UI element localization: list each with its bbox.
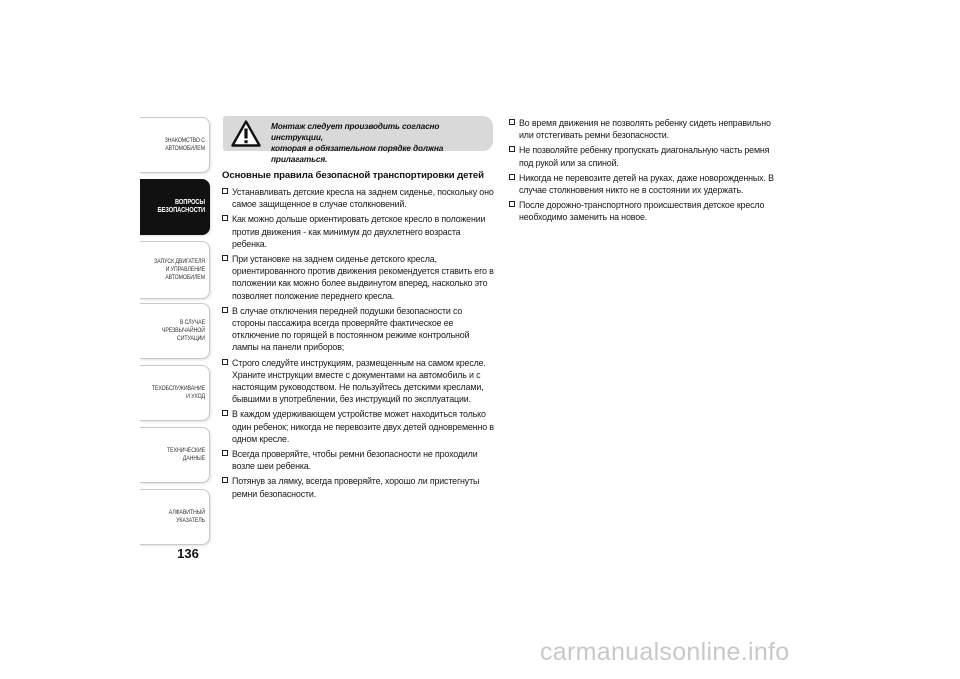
list-item-text: Как можно дольше ориентировать детское кресло в положении против движения - как минимум до двухлетнего возраста ребенка. — [232, 214, 486, 249]
list-item — [509, 172, 784, 196]
checkbox-bullet-icon — [222, 450, 228, 456]
checkbox-bullet-icon — [509, 174, 515, 180]
list-item-text: Устанавливать детские кресла на заднем сиденье, поскольку оно самое защищенное в случае столкновений. — [232, 187, 494, 210]
list-item — [222, 475, 497, 499]
list-item-text: Никогда не перевозите детей на руках, даже новорожденных. В случае столкновения никто не в состоянии их удержать. — [519, 172, 774, 196]
checkbox-bullet-icon — [222, 307, 228, 313]
list-item — [222, 408, 497, 445]
checkbox-bullet-icon — [222, 477, 228, 483]
list-item — [509, 117, 784, 141]
tab-intro[interactable] — [140, 117, 210, 173]
left-column — [222, 170, 497, 503]
checkbox-bullet-icon — [222, 188, 228, 194]
tab-label: ТЕХНИЧЕСКИЕ ДАННЫЕ — [167, 447, 205, 462]
warning-box — [223, 116, 493, 164]
list-item — [222, 253, 497, 302]
list-item — [222, 186, 497, 210]
list-item-text: В каждом удерживающем устройстве может находиться только один ребенок; никогда не перевозите двух детей одновременно в одном кресле. — [232, 409, 494, 444]
tab-label: ВОПРОСЫ БЕЗОПАСНОСТИ — [157, 199, 205, 214]
checkbox-bullet-icon — [222, 359, 228, 365]
list-item-text: Во время движения не позволять ребенку сидеть неправильно или отстегивать ремни безопасности. — [519, 118, 771, 141]
tab-safety[interactable] — [140, 179, 210, 235]
list-item — [222, 213, 497, 250]
page-number: 136 — [177, 546, 199, 561]
list-item-text: Не позволяйте ребенку пропускать диагональную часть ремня под рукой или за спиной. — [519, 145, 770, 168]
checkbox-bullet-icon — [509, 119, 515, 125]
tab-maintenance[interactable] — [140, 365, 210, 421]
checkbox-bullet-icon — [222, 215, 228, 221]
tab-label: ЗНАКОМСТВО С АВТОМОБИЛЕМ — [164, 137, 205, 152]
checkbox-bullet-icon — [222, 255, 228, 261]
list-item-text: Всегда проверяйте, чтобы ремни безопасности не проходили возле шеи ребенка. — [232, 449, 478, 472]
warning-triangle-icon — [231, 120, 261, 147]
warning-line: Монтаж следует производить согласно инструкции, — [271, 121, 440, 142]
list-item — [222, 305, 497, 354]
list-item — [222, 357, 497, 406]
list-item — [509, 199, 784, 223]
tab-label: ЗАПУСК ДВИГАТЕЛЯ И УПРАВЛЕНИЕ АВТОМОБИЛЕМ — [154, 258, 205, 281]
checkbox-bullet-icon — [509, 146, 515, 152]
tab-label: АЛФАВИТНЫЙ УКАЗАТЕЛЬ — [168, 509, 205, 524]
list-item-text: Строго следуйте инструкциям, размещенным на самом кресле. Храните инструкции вместе с документами на автомобиль и с настоящим руководством. Не пользуйтесь детскими креслами, бывшими в употреблении, без инструкций по эксплуатации. — [232, 357, 486, 405]
list-item — [222, 448, 497, 472]
checkbox-bullet-icon — [509, 201, 515, 207]
list-item-text: Потянув за лямку, всегда проверяйте, хорошо ли пристегнуты ремни безопасности. — [232, 476, 480, 499]
list-item-text: В случае отключения передней подушки безопасности со стороны пассажира всегда проверяйте фактическое ее отключение по горящей в постоянном режиме контрольной лампы на панели приборов; — [232, 305, 470, 353]
warning-text — [271, 121, 486, 165]
safety-rules-list — [222, 186, 497, 500]
safety-rules-list-continued — [509, 117, 784, 224]
tab-emergency[interactable] — [140, 303, 210, 359]
list-item — [509, 144, 784, 168]
tab-starting-driving[interactable] — [140, 241, 210, 299]
list-item-text: При установке на заднем сиденье детского кресла, ориентированного против движения рекомендуется ставить его в положении как можно более выдвинутом вперед, насколько это позволяет положение переднего кресла. — [232, 254, 494, 301]
watermark: carmanualsonline.info — [540, 638, 790, 666]
checkbox-bullet-icon — [222, 410, 228, 416]
tab-label: ТЕХОБСЛУЖИВАНИЕ И УХОД — [151, 385, 205, 400]
section-title: Основные правила безопасной транспортировки детей — [222, 170, 484, 181]
tab-technical-data[interactable] — [140, 427, 210, 483]
list-item-text: После дорожно-транспортного происшествия детское кресло необходимо заменить на новое. — [519, 200, 765, 223]
tab-index[interactable] — [140, 489, 210, 545]
right-column — [509, 117, 784, 227]
tab-label: В СЛУЧАЕ ЧРЕЗВЫЧАЙНОЙ СИТУАЦИИ — [161, 319, 205, 342]
warning-line: которая в обязательном порядке должна прилагаться. — [271, 143, 444, 164]
